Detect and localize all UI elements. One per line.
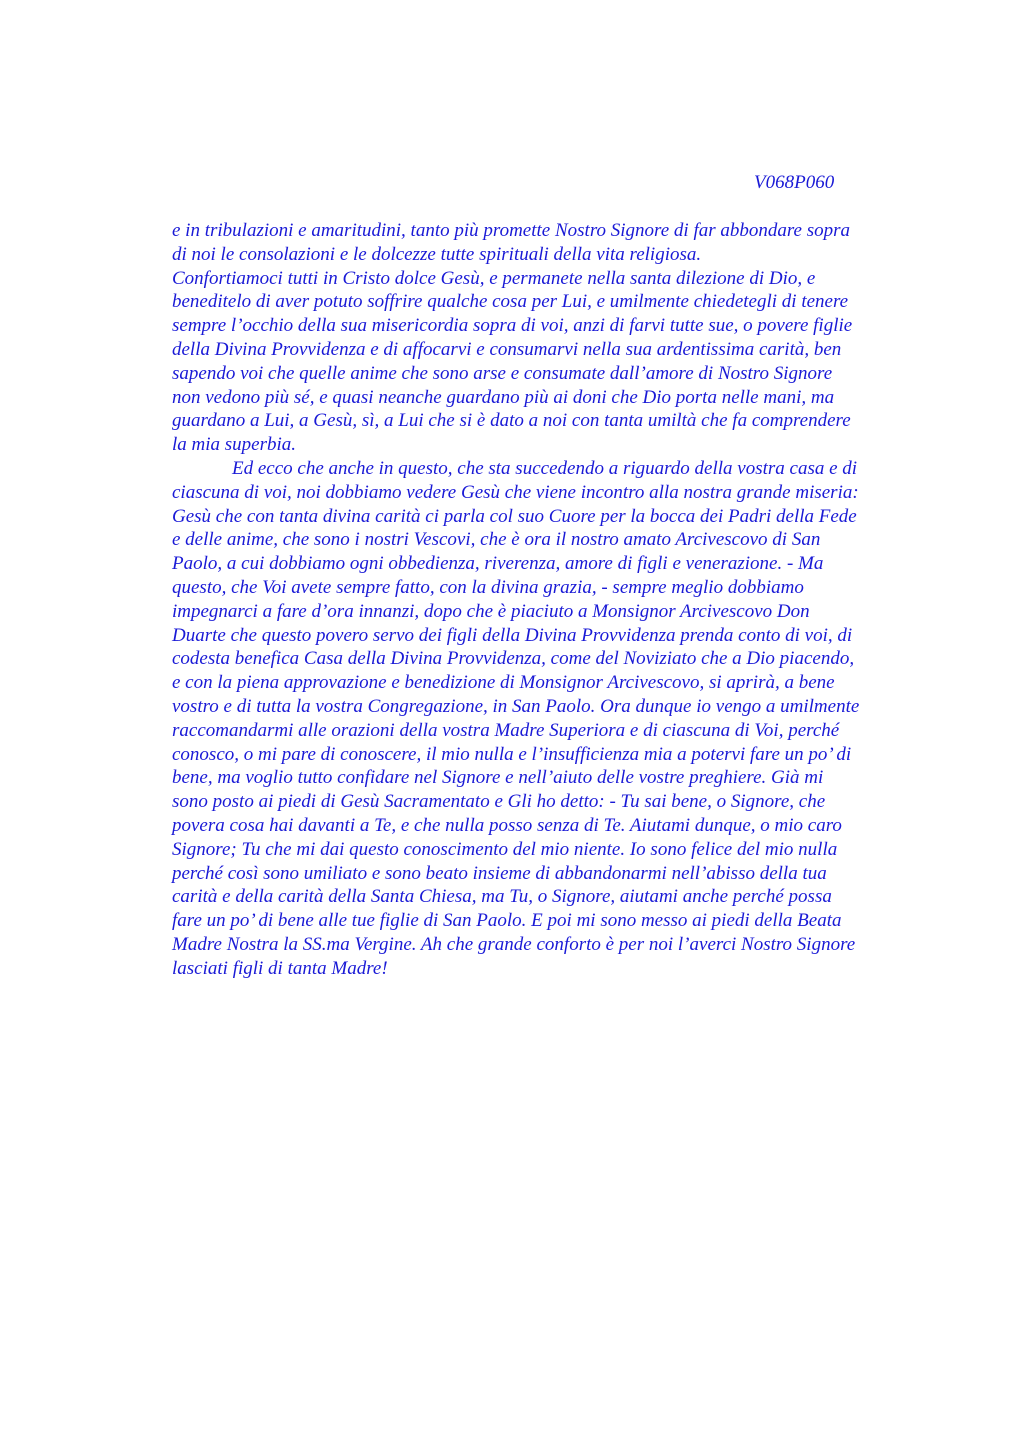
text-line: conosco, o mi pare di conoscere, il mio nulla e l’insufficienza mia a potervi fare un po’ di (172, 743, 852, 765)
text-line: la mia superbia. (172, 434, 297, 456)
text-line: Ed ecco che anche in questo, che sta succedendo a riguardo della vostra casa e di (232, 457, 858, 479)
text-line: raccomandarmi alle orazioni della vostra Madre Superiora e di ciascuna di Voi, perché (172, 719, 840, 741)
page-code: V068P060 (754, 172, 835, 193)
text-line: fare un po’ di bene alle tue figlie di San Paolo. E poi mi sono messo ai piedi della Beata (172, 910, 842, 932)
text-line: e con la piena approvazione e benedizione di Monsignor Arcivescovo, si aprirà, a bene (172, 672, 835, 694)
text-line: Paolo, a cui dobbiamo ogni obbedienza, riverenza, amore di figli e venerazione. - Ma (172, 553, 824, 575)
text-line: Confortiamoci tutti in Cristo dolce Gesù, e permanete nella santa dilezione di Dio, e (172, 267, 816, 289)
text-line: Signore; Tu che mi dai questo conoscimento del mio niente. Io sono felice del mio nulla (172, 838, 838, 860)
text-line: e in tribulazioni e amaritudini, tanto più promette Nostro Signore di far abbondare sopra (172, 220, 851, 241)
text-line: di noi le consolazioni e le dolcezze tutte spirituali della vita religiosa. (172, 243, 702, 265)
text-line: carità e della carità della Santa Chiesa, ma Tu, o Signore, aiutami anche perché possa (172, 886, 832, 908)
text-line: sempre l’occhio della sua misericordia sopra di voi, anzi di farvi tutte sue, o povere figlie (172, 315, 853, 337)
text-line: non vedono più sé, e quasi neanche guardano più ai doni che Dio porta nelle mani, ma (172, 386, 835, 408)
text-line: guardano a Lui, a Gesù, sì, a Lui che si è dato a noi con tanta umiltà che fa comprendere (172, 410, 851, 432)
text-line: beneditelo di aver potuto soffrire qualche cosa per Lui, e umilmente chiedetegli di tenere (172, 291, 849, 313)
text-line: vostro e di tutta la vostra Congregazione, in San Paolo. Ora dunque io vengo a umilmente (172, 695, 860, 717)
text-line: e delle anime, che sono i nostri Vescovi, che è ora il nostro amato Arcivescovo di San (172, 529, 821, 551)
text-line: bene, ma voglio tutto confidare nel Signore e nell’aiuto delle vostre preghiere. Già mi (172, 767, 824, 789)
text-line: Gesù che con tanta divina carità ci parla col suo Cuore per la bocca dei Padri della Fede (172, 505, 857, 527)
text-line: sono posto ai piedi di Gesù Sacramentato e Gli ho detto: - Tu sai bene, o Signore, che (172, 791, 826, 813)
text-line: della Divina Provvidenza e di affocarvi e consumarvi nella sua ardentissima carità, ben (172, 338, 842, 360)
text-line: questo, che Voi avete sempre fatto, con la divina grazia, - sempre meglio dobbiamo (172, 576, 804, 598)
text-line: sapendo voi che quelle anime che sono arse e consumate dall’amore di Nostro Signore (172, 362, 833, 384)
letter-body (172, 219, 932, 981)
text-line: Duarte che questo povero servo dei figli della Divina Provvidenza prenda conto di voi, di (172, 624, 853, 646)
text-line: perché così sono umiliato e sono beato insieme di abbandonarmi nell’abisso della tua (172, 862, 827, 884)
text-line: lasciati figli di tanta Madre! (172, 957, 388, 979)
text-line: codesta benefica Casa della Divina Provvidenza, come del Noviziato che a Dio piacendo, (172, 648, 855, 670)
text-line: Madre Nostra la SS.ma Vergine. Ah che grande conforto è per noi l’averci Nostro Signore (172, 933, 856, 955)
text-line: povera cosa hai davanti a Te, e che nulla posso senza di Te. Aiutami dunque, o mio caro (172, 814, 842, 836)
text-line: ciascuna di voi, noi dobbiamo vedere Gesù che viene incontro alla nostra grande miseria: (172, 481, 859, 503)
text-line: impegnarci a fare d’ora innanzi, dopo che è piaciuto a Monsignor Arcivescovo Don (172, 600, 810, 622)
